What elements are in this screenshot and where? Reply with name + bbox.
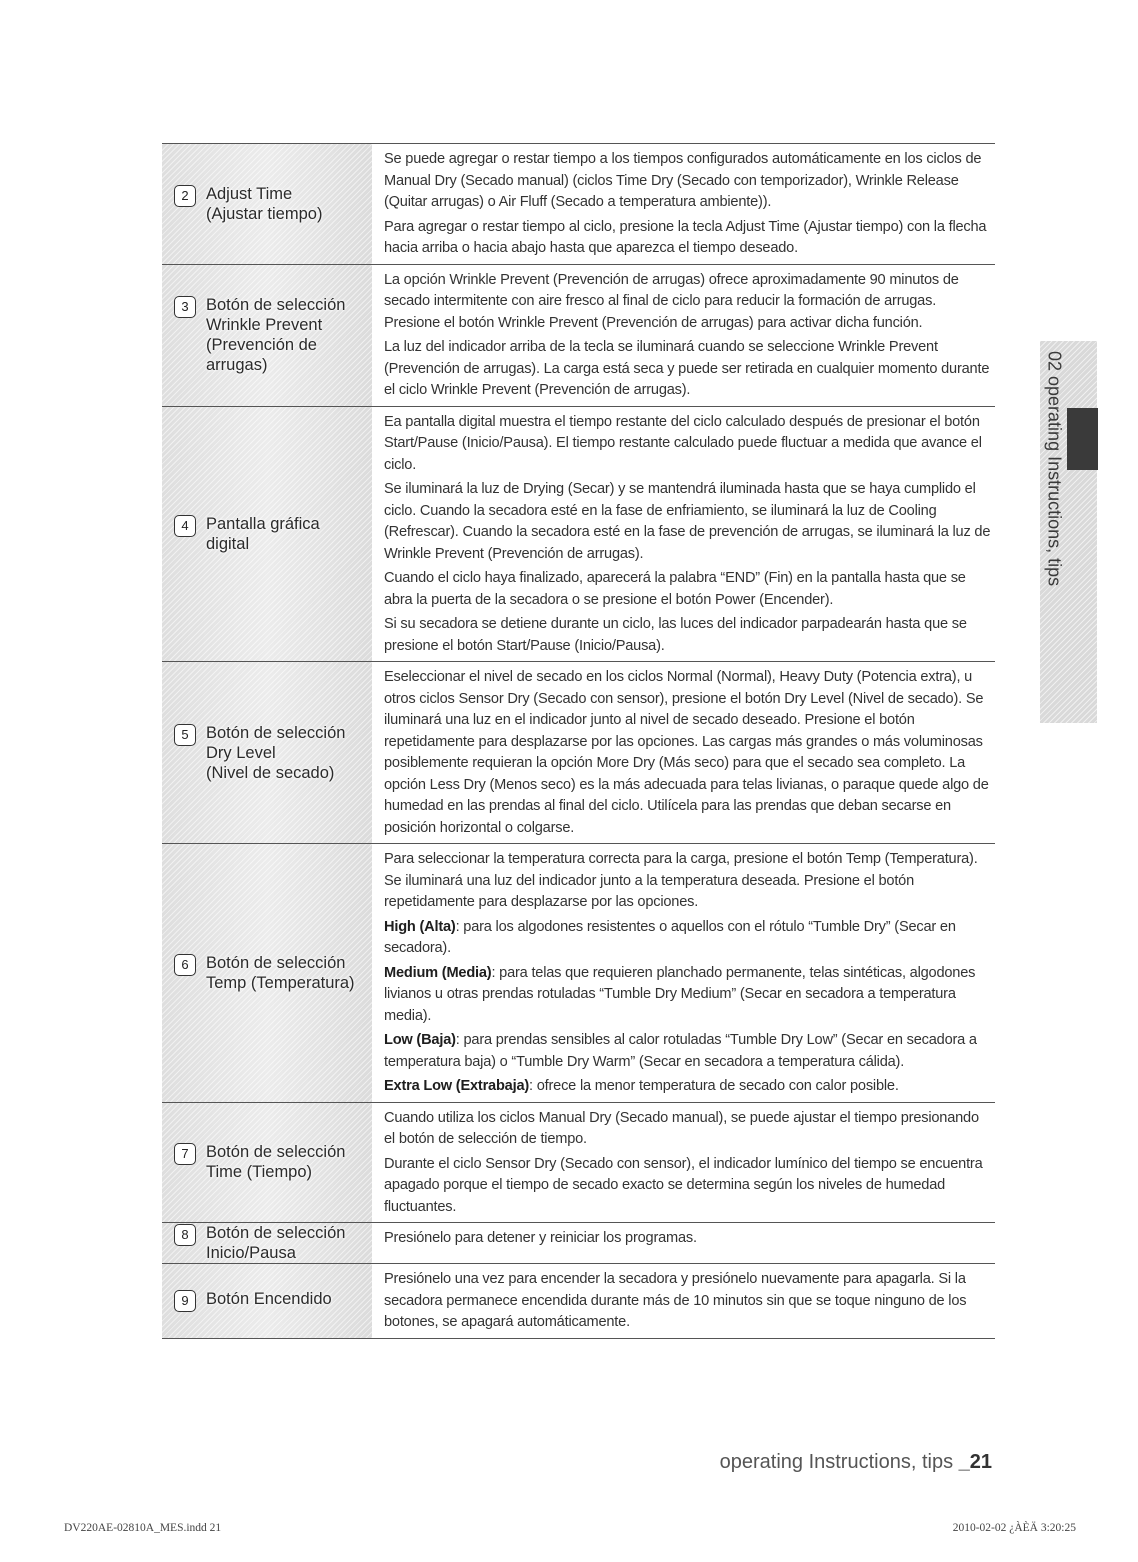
description-text: : para los algodones resistentes o aquellos con el rótulo “Tumble Dry” (Secar en secadora). bbox=[384, 918, 956, 956]
description-paragraph bbox=[384, 1108, 991, 1151]
row-label-cell bbox=[162, 844, 372, 1102]
description-text: Para seleccionar la temperatura correcta para la carga, presione el botón Temp (Temperatura). Se iluminará una luz del indicador junto a la temperatura deseada. Presione el botón repetidamente para desplazarse por las opciones. bbox=[384, 851, 978, 910]
row-label-cell bbox=[162, 265, 372, 406]
row-label bbox=[162, 953, 355, 993]
table-row bbox=[162, 1222, 995, 1263]
item-title: Pantalla gráfica digital bbox=[206, 514, 320, 553]
description-paragraph bbox=[384, 963, 991, 1028]
table-row bbox=[162, 1263, 995, 1339]
description-paragraph bbox=[384, 667, 991, 839]
print-date-info: 2010-02-02 ¿ÀÈÄ 3:20:25 bbox=[952, 1522, 1076, 1534]
row-label-cell bbox=[162, 144, 372, 264]
section-tab-marker bbox=[1067, 408, 1098, 470]
page-number: _21 bbox=[958, 1451, 992, 1473]
description-text: : para telas que requieren planchado permanente, telas sintéticas, algodones livianos u otras prendas rotuladas “Tumble Dry Medium” (Secar en secadora a temperatura media). bbox=[384, 964, 976, 1024]
item-number-badge: 3 bbox=[174, 296, 196, 318]
item-number-badge: 6 bbox=[174, 954, 196, 976]
item-number-badge: 9 bbox=[174, 1290, 196, 1312]
row-label bbox=[162, 184, 322, 224]
row-description bbox=[372, 265, 995, 406]
description-text: Durante el ciclo Sensor Dry (Secado con sensor), el indicador lumínico del tiempo se encuentra apagado porque el tiempo de secado exacto se determina según los niveles de humedad fluctuantes. bbox=[384, 1155, 983, 1215]
description-paragraph bbox=[384, 1076, 991, 1098]
instruction-table bbox=[162, 143, 995, 1339]
item-title: Botón de selección Wrinkle Prevent (Prevención de arrugas) bbox=[206, 296, 346, 374]
row-label-cell bbox=[162, 407, 372, 662]
row-description bbox=[372, 1103, 995, 1223]
item-number-badge: 5 bbox=[174, 724, 196, 746]
row-description bbox=[372, 144, 995, 264]
item-title: Botón de selección Temp (Temperatura) bbox=[206, 953, 355, 992]
description-paragraph bbox=[384, 568, 991, 611]
description-text: Cuando utiliza los ciclos Manual Dry (Secado manual), se puede ajustar el tiempo presionando el botón de selección de tiempo. bbox=[384, 1109, 979, 1147]
print-file-info: DV220AE-02810A_MES.indd 21 bbox=[64, 1522, 222, 1534]
row-label bbox=[162, 295, 345, 375]
page-footer bbox=[720, 1451, 992, 1474]
description-text: Se puede agregar o restar tiempo a los tiempos configurados automáticamente en los ciclos de Manual Dry (Secado manual) (ciclos Time Dry (Secado con temporizador), Wrinkle Release (Quitar arrugas) o Air Fluff (Secado a temperatura ambiente)). bbox=[384, 151, 982, 210]
description-paragraph bbox=[384, 1228, 991, 1250]
description-paragraph bbox=[384, 412, 991, 477]
description-paragraph bbox=[384, 614, 991, 657]
setting-name: Extra Low (Extrabaja) bbox=[384, 1078, 530, 1094]
description-paragraph bbox=[384, 1269, 991, 1334]
item-title: Botón de selección Inicio/Pausa bbox=[206, 1224, 346, 1262]
setting-name: Medium (Media) bbox=[384, 964, 492, 981]
description-paragraph bbox=[384, 479, 991, 565]
item-title: Adjust Time (Ajustar tiempo) bbox=[206, 184, 323, 223]
footer-title: operating Instructions, tips bbox=[719, 1451, 959, 1473]
description-text: Si su secadora se detiene durante un ciclo, las luces del indicador parpadearán hasta que se presione el botón Start/Pause (Inicio/Pausa). bbox=[384, 616, 967, 654]
description-paragraph bbox=[384, 217, 991, 260]
row-label bbox=[162, 514, 320, 554]
description-text: Presiónelo una vez para encender la secadora y presiónelo nuevamente para apagarla. Si la secadora permanece encendida durante más de 10 minutos sin que se toque ninguno de los botones, se apagará automáticamente. bbox=[384, 1271, 967, 1330]
row-label bbox=[162, 723, 345, 783]
row-label-cell bbox=[162, 1264, 372, 1338]
setting-name: Low (Baja) bbox=[384, 1032, 456, 1048]
table-row bbox=[162, 264, 995, 406]
row-label-cell bbox=[162, 1103, 372, 1223]
description-text: : para prendas sensibles al calor rotuladas “Tumble Dry Low” (Secar en secadora a temperatura baja) o “Tumble Dry Warm” (Secar en secadora a temperatura cálida). bbox=[384, 1032, 977, 1070]
description-text: La luz del indicador arriba de la tecla se iluminará cuando se seleccione Wrinkle Prevent (Prevención de arrugas). La carga está seca y puede ser retirada en cualquier momento durante el ciclo Wrinkle Prevent (Prevención de arrugas). bbox=[384, 339, 990, 398]
item-number-badge: 2 bbox=[174, 185, 196, 207]
item-title: Botón Encendido bbox=[206, 1290, 332, 1309]
setting-name: High (Alta) bbox=[384, 918, 456, 935]
item-title: Botón de selección Time (Tiempo) bbox=[206, 1143, 346, 1182]
row-label bbox=[162, 1289, 332, 1312]
description-text: : ofrece la menor temperatura de secado con calor posible. bbox=[529, 1078, 899, 1094]
description-text: Presiónelo para detener y reiniciar los programas. bbox=[384, 1230, 697, 1246]
description-paragraph bbox=[384, 337, 991, 402]
row-description bbox=[372, 407, 995, 662]
table-row bbox=[162, 143, 995, 264]
description-text: Cuando el ciclo haya finalizado, aparecerá la palabra “END” (Fin) en la pantalla hasta que se abra la puerta de la secadora o se presione el botón Power (Encender). bbox=[384, 570, 966, 608]
row-label bbox=[162, 1142, 345, 1182]
description-paragraph bbox=[384, 917, 991, 960]
row-label bbox=[162, 1223, 345, 1263]
side-tab-label: 02 operating Instructions, tips bbox=[1044, 351, 1065, 587]
item-number-badge: 8 bbox=[174, 1224, 196, 1246]
item-title: Botón de selección Dry Level (Nivel de secado) bbox=[206, 723, 346, 782]
row-label-cell bbox=[162, 1223, 372, 1263]
table-row bbox=[162, 1102, 995, 1223]
row-description bbox=[372, 844, 995, 1102]
row-label-cell bbox=[162, 662, 372, 843]
description-text: Eseleccionar el nivel de secado en los ciclos Normal (Normal), Heavy Duty (Potencia extra), u otros ciclos Sensor Dry (Secado con sensor), presione el botón Dry Level (Nivel de secado). Se iluminará una luz en el indicador junto al nivel de secado deseado. Presione el botón repetidamente para desplazarse por las opciones. Las cargas más grandes o más voluminosas posiblemente requieran la opción More Dry (Más seco) para que el secado sea completo. La opción Less Dry (Menos seco) es la más adecuada para telas livianas, o paraque quede algo de humedad en las prendas al final del ciclo. Utilícela para las prendas que deban secarse en posición horizontal o colgarse. bbox=[384, 669, 989, 836]
item-number-badge: 7 bbox=[174, 1143, 196, 1165]
row-description bbox=[372, 662, 995, 843]
description-paragraph bbox=[384, 149, 991, 214]
description-text: Para agregar o restar tiempo al ciclo, presione la tecla Adjust Time (Ajustar tiempo) con la flecha hacia arriba o hacia abajo hasta que aparezca el tiempo deseado. bbox=[384, 218, 987, 256]
description-text: Ea pantalla digital muestra el tiempo restante del ciclo calculado después de presionar el botón Start/Pause (Inicio/Pausa). El tiempo restante calculado puede fluctuar a medida que avance el ciclo. bbox=[384, 413, 982, 473]
table-row bbox=[162, 843, 995, 1102]
description-paragraph bbox=[384, 1154, 991, 1219]
item-number-badge: 4 bbox=[174, 515, 196, 537]
table-row bbox=[162, 406, 995, 662]
description-paragraph bbox=[384, 270, 991, 335]
description-paragraph bbox=[384, 849, 991, 914]
row-description bbox=[372, 1223, 995, 1263]
description-text: Se iluminará la luz de Drying (Secar) y se mantendrá iluminada hasta que se haya cumplido el ciclo. Cuando la secadora esté en la fase de enfriamiento, se iluminará la luz de Cooling (Refrescar). Cuando la secadora esté en la fase de prevención de arrugas, se iluminará la luz de Wrinkle Prevent (Prevención de arrugas). bbox=[384, 481, 991, 562]
table-row bbox=[162, 661, 995, 843]
row-description bbox=[372, 1264, 995, 1338]
description-paragraph bbox=[384, 1030, 991, 1073]
description-text: La opción Wrinkle Prevent (Prevención de arrugas) ofrece aproximadamente 90 minutos de secado intermitente con aire fresco al final de ciclo para reducir la formación de arrugas. Presione el botón Wrinkle Prevent (Prevención de arrugas) para activar dicha función. bbox=[384, 271, 959, 331]
